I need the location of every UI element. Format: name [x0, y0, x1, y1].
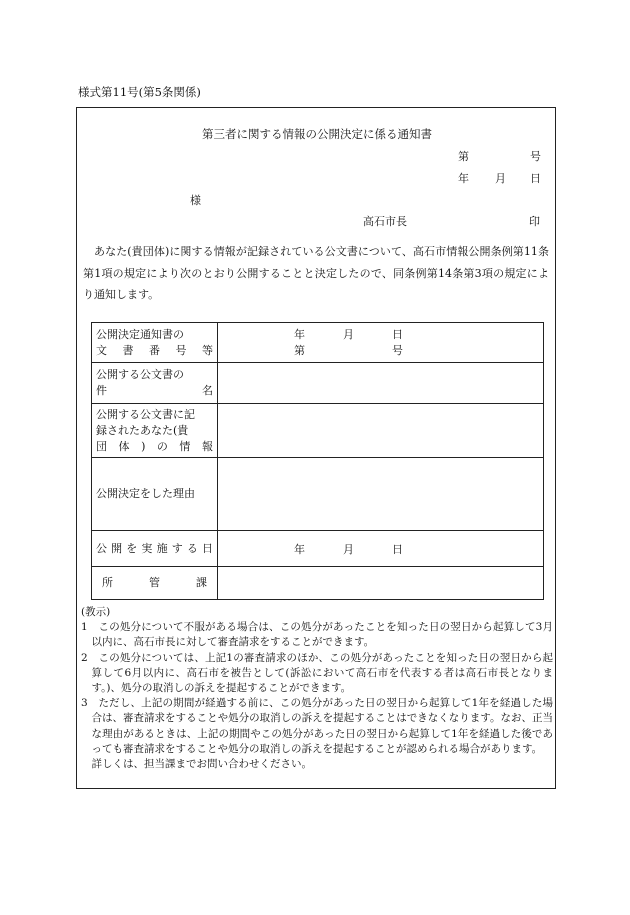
row1-label-line1: 公開決定通知書の [96, 327, 184, 341]
table-row [92, 323, 544, 363]
addressee-honorific: 様 [190, 194, 201, 207]
notice-number-label [92, 323, 218, 363]
document-title: 第三者に関する情報の公開決定に係る通知書 [202, 127, 432, 141]
row1-date: 年 月 日 [294, 327, 403, 341]
row1-label-line2: 文 書 番 号 等 [96, 343, 213, 357]
disclosure-info-table [91, 322, 544, 600]
number-prefix: 第 [458, 150, 469, 163]
instruction-item-3: 3 ただし、上記の期間が経過する前に、この処分があった日の翌日から起算して1年を経過した場合は、審査請求をすることや処分の取消しの訴えを提起することはできなくなります。なお、正当な理由があるときは、上記の期間やこの処分があった日の翌日から起算して1年を経過した後であっても審査請求をすることや処分の取消しの訴えを提起することが認められる場合があります。 [81, 697, 553, 755]
decision-reason-label: 公開決定をした理由 [92, 458, 218, 531]
notice-frame [76, 107, 556, 789]
third-party-info-value [218, 404, 544, 458]
notice-body: あなた(貴団体)に関する情報が記録されている公文書について、高石市情報公開条例第11条第1項の規定により次のとおり公開することと決定したので、同条例第14条第3項の規定により通知します。 [83, 245, 549, 301]
number-suffix: 号 [530, 150, 541, 163]
disclosure-date-value: 年 月 日 [218, 531, 544, 567]
table-row [92, 363, 544, 404]
notice-number-value [218, 323, 544, 363]
department-value [218, 567, 544, 600]
table-row [92, 404, 544, 458]
instruction-item-1: 1 この処分について不服がある場合は、この処分があったことを知った日の翌日から起算して3月以内に、高石市長に対して審査請求をすることができます。 [81, 621, 553, 649]
date-year: 年 [458, 172, 469, 185]
instructions-heading: (教示) [81, 606, 111, 618]
third-party-info-label: 公開する公文書に記 録されたあなた(貴 団 体 ) の 情 報 [92, 404, 218, 458]
sender-name: 高石市長 [363, 215, 407, 228]
instructions-closing: 詳しくは、担当課までお問い合わせください。 [91, 758, 312, 771]
row1-number: 第 号 [294, 343, 403, 357]
document-title-label: 公開する公文書の 件 名 [92, 363, 218, 404]
disclosure-date-label: 公 開 を 実 施 す る 日 [92, 531, 218, 567]
instruction-item-2: 2 この処分については、上記1の審査請求のほか、この処分があったことを知った日の翌日から起算して6月以内に、高石市を被告として(訴訟において高石市を代表する者は高石市長となります。)、処分の取消しの訴えを提起することができます。 [81, 651, 553, 695]
document-title-value [218, 363, 544, 404]
date-month: 月 [495, 172, 506, 185]
decision-reason-value [218, 458, 544, 531]
appeal-instructions [81, 605, 553, 772]
table-row [92, 458, 544, 531]
form-number-label: 様式第11号(第5条関係) [78, 85, 201, 99]
table-row [92, 531, 544, 567]
seal-mark: 印 [529, 215, 540, 228]
department-label: 所 管 課 [92, 567, 218, 600]
table-row [92, 567, 544, 600]
date-day: 日 [530, 172, 541, 185]
